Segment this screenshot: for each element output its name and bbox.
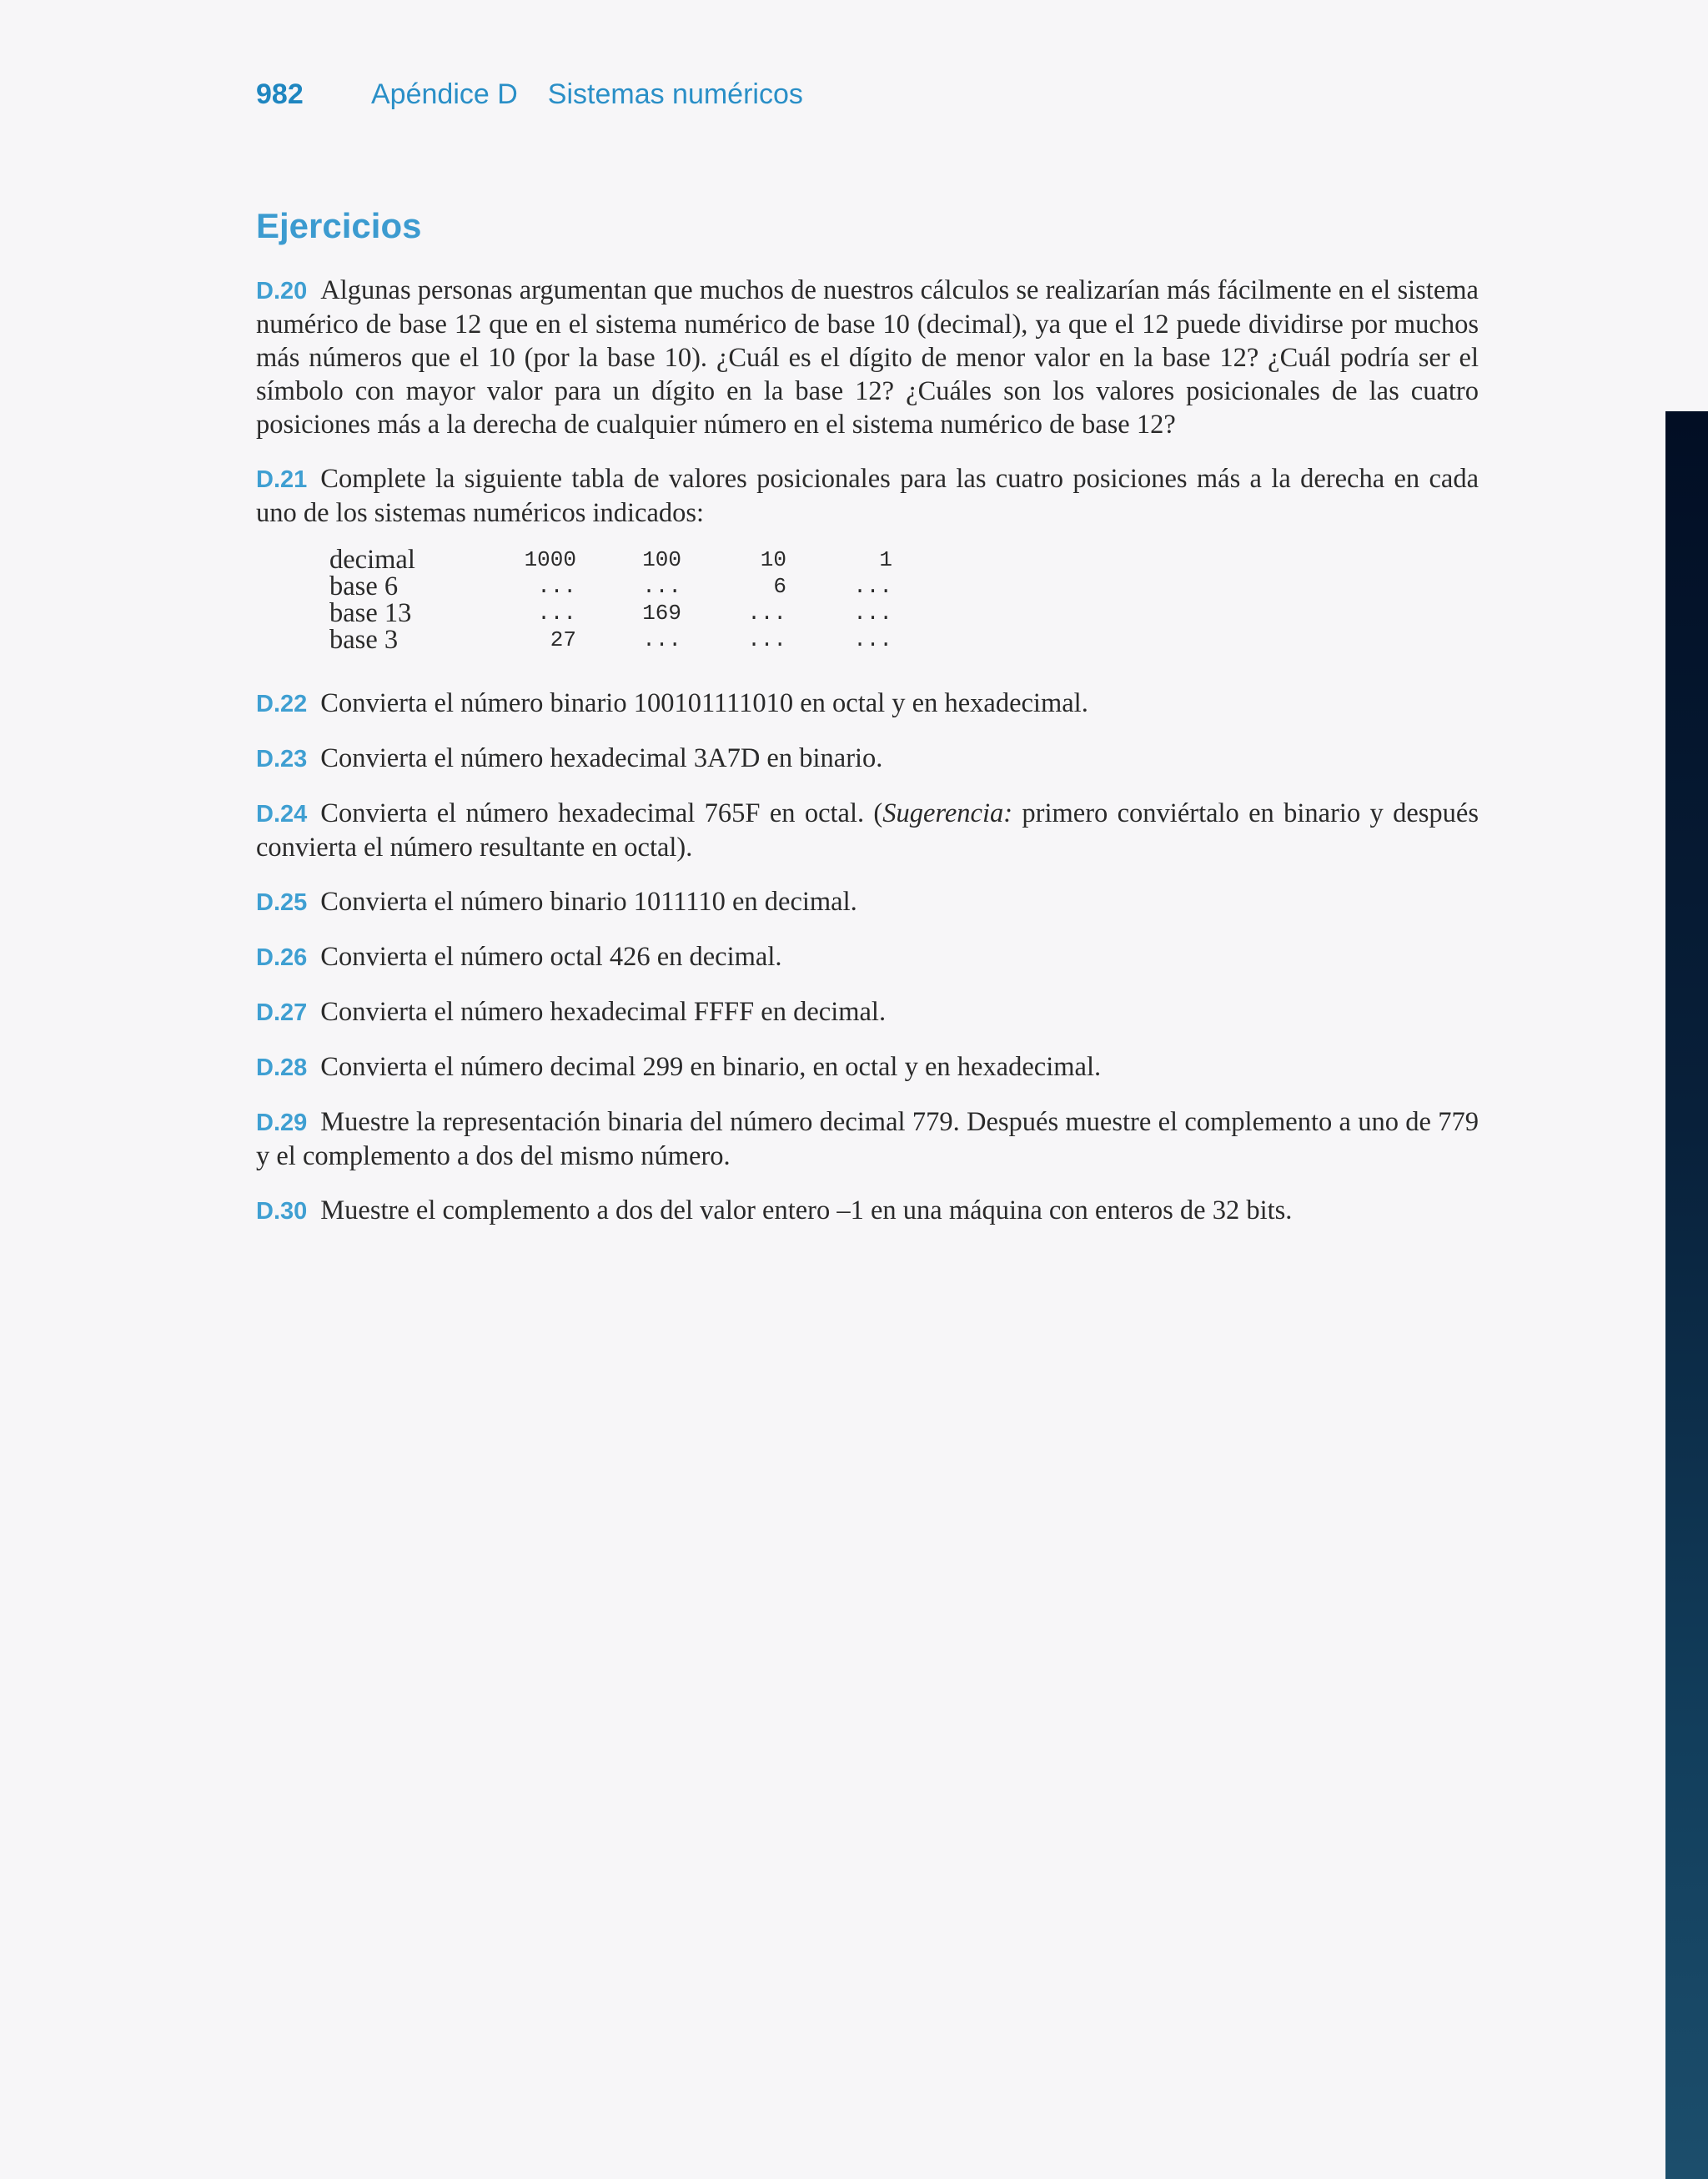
table-cell: ...: [642, 627, 681, 652]
table-cell: 27: [550, 627, 576, 652]
table-cell: 6: [773, 574, 786, 599]
table-cell: ...: [747, 627, 786, 652]
table-cell: ...: [537, 574, 576, 599]
place-value-table: [329, 546, 1479, 653]
table-cell: 1: [879, 547, 892, 572]
table-cell: ...: [537, 601, 576, 626]
table-cell: 169: [642, 601, 681, 626]
exercise-text: Convierta el número hexadecimal 765F en octal. (: [320, 798, 883, 828]
table-row: [329, 627, 892, 653]
page-edge-band: [1665, 411, 1708, 2179]
exercise-d25: [256, 885, 1479, 919]
exercise-d30: [256, 1194, 1479, 1228]
exercise-text: Convierta el número decimal 299 en binario, en octal y en hexadecimal.: [320, 1052, 1102, 1082]
exercise-d23: [256, 742, 1479, 776]
table-cell: ...: [642, 574, 681, 599]
exercise-number: D.30: [256, 1198, 308, 1225]
row-label: decimal: [329, 545, 415, 575]
table-cell: ...: [853, 574, 892, 599]
exercise-text: Muestre el complemento a dos del valor entero –1 en una máquina con enteros de 32 bits.: [320, 1195, 1293, 1225]
exercise-text: Convierta el número binario 100101111010 en octal y en hexadecimal.: [320, 688, 1088, 718]
exercise-text: Muestre la representación binaria del número decimal 779. Después muestre el complemento a uno de 779 y el complemento a dos del mismo número.: [256, 1107, 1479, 1171]
exercise-d20: [256, 274, 1479, 441]
table-row: [329, 600, 892, 627]
page-number: 982: [256, 78, 304, 110]
row-label: base 3: [329, 625, 399, 655]
exercise-number: D.24: [256, 801, 308, 828]
exercise-number: D.21: [256, 466, 308, 493]
chapter-title: Sistemas numéricos: [547, 78, 803, 110]
exercise-text: Complete la siguiente tabla de valores posicionales para las cuatro posiciones más a la derecha en cada uno de los sistemas numéricos indicados:: [256, 464, 1479, 528]
table-cell: ...: [853, 601, 892, 626]
appendix-label: Apéndice D: [371, 78, 518, 110]
exercise-text-continued: primero conviértalo en binario y después convierta el número resultante en octal).: [256, 798, 1479, 863]
table-row: [329, 573, 892, 600]
exercise-number: D.26: [256, 944, 308, 971]
exercise-d22: [256, 687, 1479, 721]
exercise-text: Convierta el número hexadecimal FFFF en decimal.: [320, 997, 887, 1027]
exercise-d26: [256, 940, 1479, 974]
exercise-d29: [256, 1105, 1479, 1173]
table-cell: ...: [853, 627, 892, 652]
exercise-d28: [256, 1050, 1479, 1084]
exercise-number: D.28: [256, 1054, 308, 1081]
exercise-text: Algunas personas argumentan que muchos de nuestros cálculos se realizarían más fácilmente en el sistema numérico de base 12 que en el sistema numérico de base 10 (decimal), ya que el 12 puede dividirse por muchos más números que el 10 (por la base 10). ¿Cuál es el dígito de menor valor en la base 12? ¿Cuál podría ser el símbolo con mayor valor para un dígito en la base 12? ¿Cuáles son los valores posicionales de las cuatro posiciones más a la derecha de cualquier número en el sistema numérico de base 12?: [256, 275, 1479, 440]
exercise-text: Convierta el número octal 426 en decimal.: [320, 942, 782, 972]
exercise-number: D.27: [256, 999, 308, 1026]
table-cell: 1000: [524, 547, 576, 572]
running-header: [256, 78, 803, 120]
hint-label: Sugerencia:: [882, 798, 1013, 828]
exercise-d21: [256, 462, 1479, 530]
exercise-number: D.25: [256, 889, 308, 916]
row-label: base 13: [329, 598, 412, 628]
exercise-number: D.29: [256, 1110, 308, 1136]
table-cell: 100: [642, 547, 681, 572]
row-label: base 6: [329, 571, 399, 601]
section-title: Ejercicios: [256, 206, 422, 245]
exercise-list: [256, 274, 1479, 1249]
table-cell: 10: [760, 547, 786, 572]
table-cell: ...: [747, 601, 786, 626]
exercise-number: D.20: [256, 278, 308, 304]
exercise-number: D.22: [256, 691, 308, 717]
exercise-text: Convierta el número binario 1011110 en decimal.: [320, 887, 857, 917]
exercise-number: D.23: [256, 746, 308, 772]
exercise-d27: [256, 995, 1479, 1029]
table-row: [329, 546, 892, 573]
exercise-text: Convierta el número hexadecimal 3A7D en binario.: [320, 743, 883, 773]
exercise-d24: [256, 797, 1479, 864]
